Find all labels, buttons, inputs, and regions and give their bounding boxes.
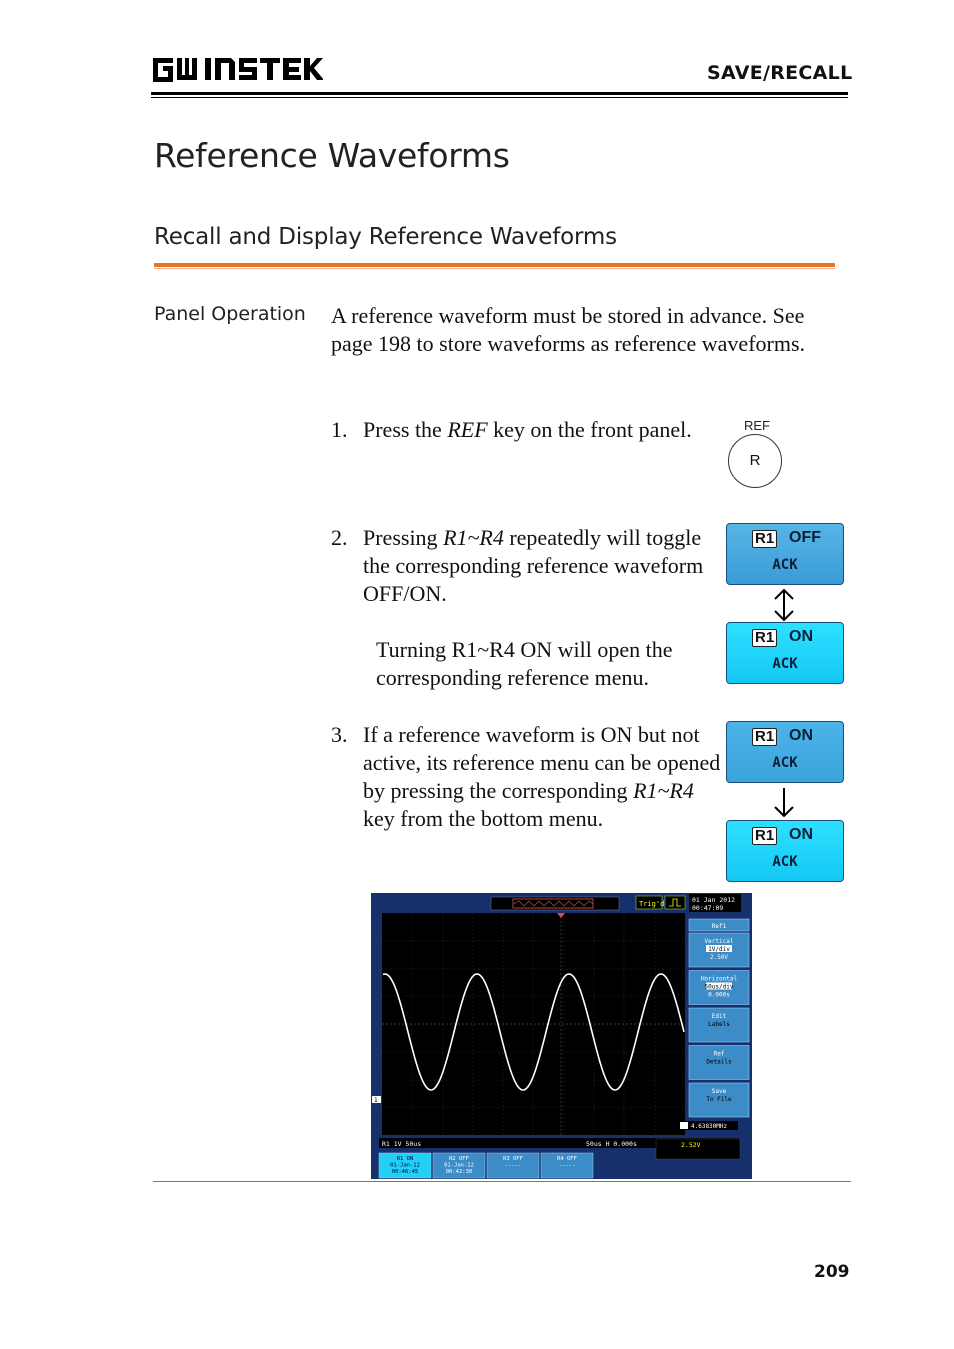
ref-state: ON — [789, 628, 813, 645]
svg-text:1: 1 — [374, 1097, 378, 1104]
page-title: Reference Waveforms — [154, 136, 510, 175]
ref-key-button[interactable] — [728, 434, 782, 488]
date-text: 01 Jan 2012 — [692, 896, 736, 904]
bottom-tab-label: R1 ON — [396, 1156, 414, 1162]
header-rule-thin — [151, 97, 848, 98]
header-rule-thick — [151, 92, 848, 95]
status-right: 2.52V — [681, 1141, 701, 1149]
trigger-edge-box — [665, 896, 685, 909]
side-menu-label: Horizontal — [700, 975, 738, 983]
side-menu-label: Edit — [711, 1013, 727, 1020]
gw-instek-logo — [153, 55, 323, 85]
bottom-tab-label: ----- — [558, 1162, 576, 1169]
step-1-text: Press the REF key on the front panel. — [363, 417, 692, 442]
subtitle-underline-shadow — [154, 268, 835, 269]
side-menu — [689, 919, 749, 1117]
bottom-tab-label: 01-Jan-12 — [444, 1162, 474, 1169]
footer-rule — [153, 1181, 851, 1182]
ref-key-glyph: R — [749, 452, 761, 469]
down-arrow-icon — [769, 786, 799, 820]
time-text: 00:47:09 — [692, 904, 724, 912]
ref-tag: R1 — [752, 629, 777, 647]
ack-label: ACK — [772, 755, 798, 771]
intro-paragraph: A reference waveform must be stored in advance. See page 198 to store waveforms as reference waveforms. — [331, 303, 806, 356]
toggle-arrow-icon — [769, 588, 799, 622]
page-number: 209 — [814, 1262, 850, 1282]
ack-label: ACK — [772, 854, 798, 870]
step-2-text: Pressing R1~R4 repeatedly will toggle the corresponding reference waveform OFF/ON. — [363, 525, 704, 606]
side-menu-label: Save — [711, 1088, 727, 1095]
step-number: 3. — [331, 722, 348, 747]
bottom-tab-label: R4 OFF — [557, 1156, 577, 1162]
side-menu-label: To File — [706, 1096, 732, 1103]
ref-tag: R1 — [752, 827, 777, 845]
ref-state: ON — [789, 727, 813, 744]
r1-softkey-on[interactable] — [726, 622, 844, 684]
bottom-tab-label: ----- — [504, 1162, 522, 1169]
side-menu-label: Labels — [708, 1021, 730, 1028]
side-menu-label: Details — [706, 1058, 732, 1066]
oscilloscope-screenshot — [371, 893, 752, 1179]
step-2-note: Turning R1~R4 ON will open the corresponding reference menu. — [376, 637, 673, 690]
side-menu-label: Vertical — [704, 938, 734, 945]
step-3-text: If a reference waveform is ON but not active, its reference menu can be opened by pressing the corresponding R1~R4 key from the bottom menu. — [363, 722, 721, 831]
trig-status: Trig'd — [639, 900, 665, 908]
step-em: R1~R4 — [633, 778, 694, 803]
bottom-tab-label: R3 OFF — [503, 1156, 523, 1162]
status-mid: 50us H 0.000s — [586, 1140, 637, 1148]
side-menu-label: 2.50V — [709, 954, 729, 961]
ack-label: ACK — [772, 557, 798, 573]
r1-softkey-on-active[interactable] — [726, 820, 844, 882]
bottom-tab-label: 00:42:30 — [445, 1169, 473, 1175]
bottom-tab-label: 01-Jan-12 — [390, 1162, 420, 1169]
ref-state: ON — [789, 826, 813, 843]
step-em: R1~R4 — [443, 525, 504, 550]
ref-tag: R1 — [752, 530, 777, 548]
side-menu-label: 50us/div — [704, 983, 734, 991]
panel-operation-label: Panel Operation — [154, 303, 306, 325]
svg-text:GW INSTEK: GW INSTEK — [153, 55, 159, 56]
ref-tag: R1 — [752, 728, 777, 746]
side-menu-label: 0.000s — [708, 991, 730, 999]
section-subtitle: Recall and Display Reference Waveforms — [154, 224, 617, 250]
ref-key-label: REF — [744, 418, 770, 433]
freq-text: 4.63830MHz — [691, 1123, 728, 1130]
bottom-menu — [379, 1153, 593, 1178]
section-header: SAVE/RECALL — [707, 62, 853, 84]
side-menu-label: Ref — [713, 1050, 725, 1058]
ref-state: OFF — [789, 529, 821, 546]
bottom-tab-label: 00:46:45 — [391, 1169, 419, 1175]
side-menu-label: Ref1 — [711, 923, 727, 930]
step-em: REF — [447, 417, 488, 442]
status-left: R1 1V 50us — [382, 1140, 422, 1148]
bottom-tab-label: R2 OFF — [449, 1156, 469, 1162]
step-number: 2. — [331, 525, 348, 550]
scope-display — [371, 893, 752, 1179]
r1-softkey-off[interactable] — [726, 523, 844, 585]
ack-label: ACK — [772, 656, 798, 672]
subtitle-underline — [154, 263, 835, 267]
step-number: 1. — [331, 417, 348, 442]
r1-softkey-on-inactive[interactable] — [726, 721, 844, 783]
side-menu-label: 1V/div — [708, 946, 730, 953]
